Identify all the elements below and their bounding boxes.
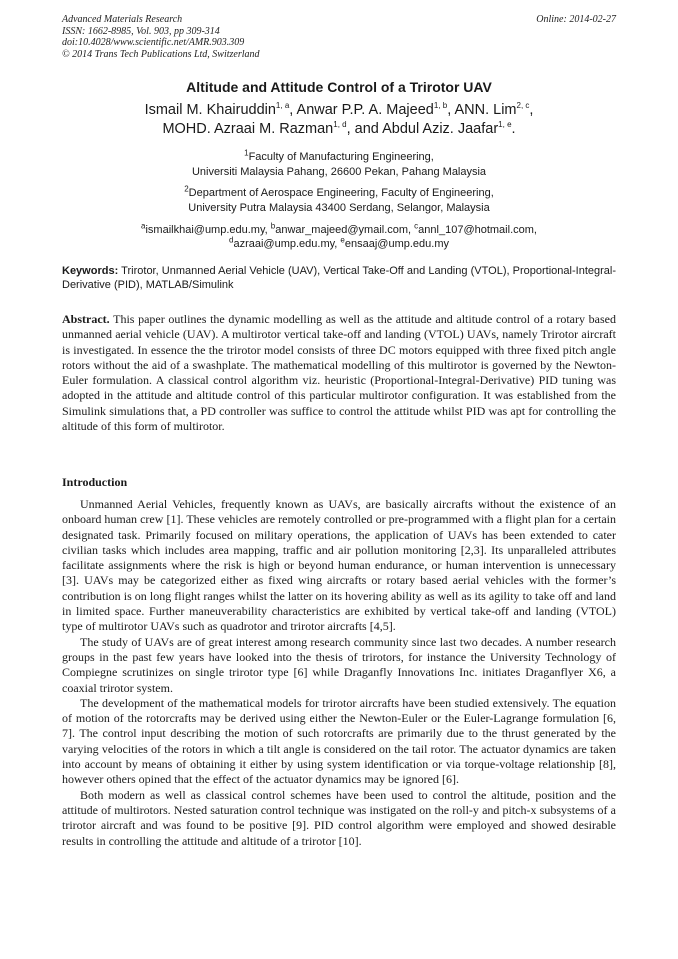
affiliation-mark: 1 — [244, 148, 249, 158]
affiliation-mark: 2 — [184, 184, 189, 194]
author-separator: , — [529, 102, 534, 118]
author-affil-mark: 1, e — [498, 119, 512, 129]
author-separator: . — [511, 120, 516, 137]
author-line-2 — [0, 120, 678, 139]
email-address: azraai@ump.edu.my, — [233, 238, 341, 250]
keywords-label: Keywords: — [62, 265, 119, 277]
email-mark: e — [340, 235, 345, 245]
keywords-block — [62, 264, 616, 292]
paragraph: Unmanned Aerial Vehicles, frequently known as UAVs, are basically aircrafts without the existence of an onboard human crew [1]. These vehicles are remotely controlled or pre-programmed with a flight plan for a certain designated task. Primarily focused on military operations, the application of UAVs has been extended to cater civilian tasks which includes area mapping, traffic and air pollution monitoring [2,3]. Its unparalleled attributes facilitate assignments where the risk is high or beyond human endurance, or human intervention is unnecessary [3]. UAVs may be categorized either as fixed wing aircrafts or rotary based aerial vehicles with the former’s contribution is on long flight ranges whilst the latter on its hovering ability as well as its agility to take off and land in limited space. Further maneuverability characteristics are exhibited by vertical take-off and landing (VTOL) type of multirotor UAVs such as quadrotor and trirotor aircrafts [4,5]. — [62, 497, 616, 634]
author-affil-mark: 1, a — [275, 101, 290, 111]
email-address: annl_107@hotmail.com, — [418, 224, 537, 236]
affiliation-1-line-1 — [0, 150, 678, 165]
affiliation-text: Department of Aerospace Engineering, Faculty of Engineering, — [188, 187, 494, 199]
author-emails — [0, 223, 678, 251]
author-name: Anwar P.P. A. Majeed — [296, 102, 434, 118]
email-line-2 — [0, 237, 678, 251]
email-mark: d — [229, 235, 234, 245]
author-separator: , and — [346, 120, 383, 137]
author-affil-mark: 1, b — [433, 101, 448, 111]
paragraph: Both modern as well as classical control schemes have been used to control the altitude, position and the attitude of multirotors. Nested saturation control technique was instigated on the roll-y and pitch-x subsystems of a trirotor aircraft and was found to be positive [9]. PID control algorithm were employed and showed desirable results in controlling the attitude and altitude of a trirotor [10]. — [62, 787, 616, 848]
paragraph: The study of UAVs are of great interest among research community since last two decades. A number research groups in the past few years have looked into the thesis of trirotors, for instance the University Technology of Compiegne scrutinizes on single trirotor type [6] while Draganfly Innovations Inc. initiates Draganflyer X6, a coaxial trirotor system. — [62, 634, 616, 695]
author-separator: , — [447, 102, 455, 118]
email-mark: c — [414, 221, 419, 231]
affiliation-1-line-2: Universiti Malaysia Pahang, 26600 Pekan, Pahang Malaysia — [191, 166, 487, 178]
introduction-body — [62, 497, 616, 849]
email-mark: b — [270, 221, 276, 231]
author-name: MOHD. Azraai M. Razman — [162, 120, 334, 137]
affiliation-2-line-2: University Putra Malaysia 43400 Serdang, Selangor, Malaysia — [188, 202, 490, 214]
journal-name: Advanced Materials Research — [62, 14, 183, 25]
email-line-1 — [0, 223, 678, 237]
author-name: Ismail M. Khairuddin — [144, 102, 276, 118]
journal-doi: doi:10.4028/www.scientific.net/AMR.903.309 — [62, 37, 245, 48]
affiliation-1 — [0, 150, 678, 180]
email-address: anwar_majeed@ymail.com, — [275, 224, 415, 236]
abstract-label: Abstract. — [62, 312, 110, 326]
affiliation-2 — [0, 186, 678, 216]
author-separator: , — [289, 102, 297, 118]
author-affil-mark: 2, c — [516, 101, 530, 111]
author-list — [0, 101, 678, 138]
author-name: Abdul Aziz. Jaafar — [382, 120, 499, 137]
keywords-text: Trirotor, Unmanned Aerial Vehicle (UAV), Vertical Take-Off and Landing (VTOL), Proportional-Integral-Derivative (PID), MATLAB/Simulink — [62, 265, 616, 291]
abstract-block — [62, 312, 616, 434]
author-line-1 — [0, 101, 678, 120]
section-heading-introduction: Introduction — [62, 475, 128, 489]
affiliation-2-line-1 — [0, 186, 678, 201]
journal-issn: ISSN: 1662-8985, Vol. 903, pp 309-314 — [62, 25, 220, 37]
journal-copyright: © 2014 Trans Tech Publications Ltd, Switzerland — [62, 48, 260, 60]
affiliation-text: Faculty of Manufacturing Engineering, — [248, 151, 434, 163]
paragraph: The development of the mathematical models for trirotor aircrafts have been studied extensively. The equation of motion of the rotorcrafts may be derived using either the Newton-Euler or the Euler-Lagrange formulation [6, 7]. The control input describing the motion of such rotorcrafts are primarily due to the thrust generated by the varying velocities of the rotors in which a tilt angle is considered on the tail rotor. The actuator dynamics are taken into account by means of obtaining it either by using system identification or via torque-voltage relationship [8], however others opined that the effect of the actuator dynamics may be ignored [6]. — [62, 695, 616, 787]
online-date: Online: 2014-02-27 — [536, 14, 616, 25]
email-mark: a — [141, 221, 146, 231]
email-address: ensaaj@ump.edu.my — [344, 238, 449, 250]
journal-header — [62, 14, 616, 60]
paper-title: Altitude and Attitude Control of a Trirotor UAV — [186, 79, 492, 95]
author-name: ANN. Lim — [454, 102, 517, 118]
abstract-text: This paper outlines the dynamic modelling as well as the attitude and altitude control of a rotary based unmanned aerial vehicle (UAV). A multirotor vertical take-off and landing (VTOL) UAVs, namely Trirotor aircraft is investigated. In essence the the trirotor model consists of three DC motors equipped with three fixed pitch angle rotors without the aid of a swashplate. The mathematical modelling of this multirotor is governed by the Newton-Euler formulation. A classical control algorithm viz. heuristic (Proportional-Integral-Derivative) PID tuning was adopted in the attitude and altitude control of this particular multirotor configuration. It was established from the Simulink simulations that, a PD controller was suffice to control the attitude whilst PID was apt for controlling the altitude of this form of multirotor. — [62, 312, 616, 434]
email-address: ismailkhai@ump.edu.my, — [145, 224, 271, 236]
author-affil-mark: 1, d — [333, 119, 347, 129]
